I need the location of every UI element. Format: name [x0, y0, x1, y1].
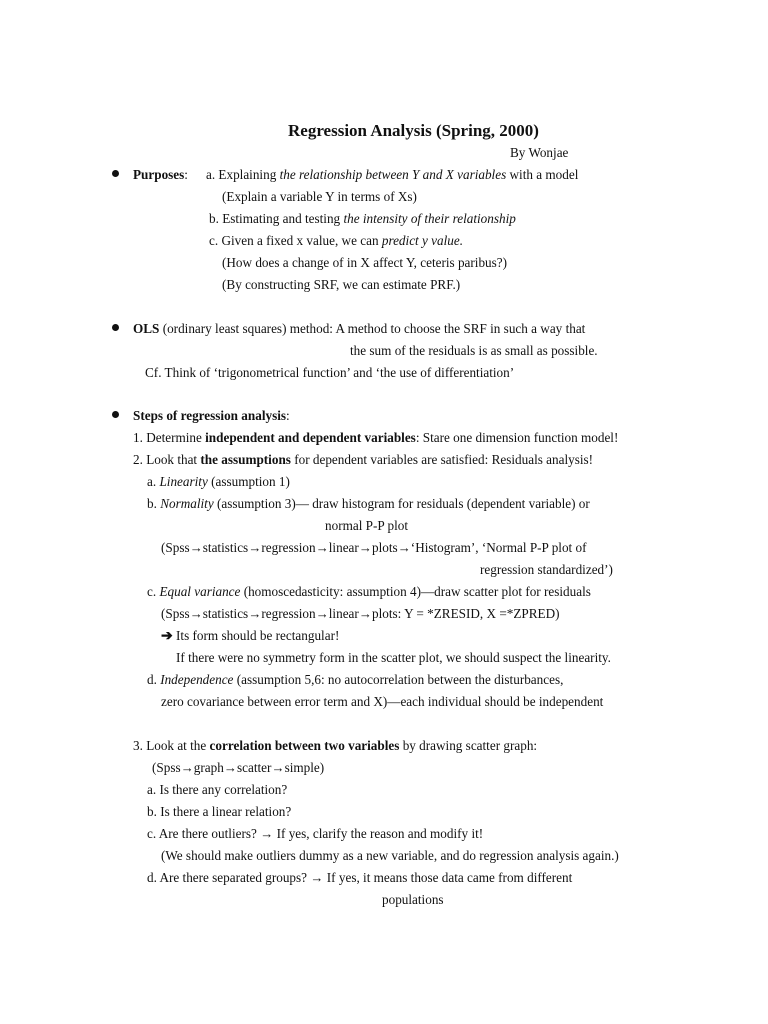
- purposes-label: Purposes: [133, 167, 185, 182]
- purposes-c-sub1: (How does a change of in X affect Y, ceteris paribus?): [222, 255, 508, 270]
- steps-3-spss: (Spss→graph→scatter→simple): [152, 760, 325, 775]
- ols-line: OLS (ordinary least squares) method: A method to choose the SRF in such a way that: [133, 321, 586, 336]
- steps-3c: c. Are there outliers? → If yes, clarify the reason and modify it!: [147, 826, 484, 841]
- steps-item-1: 1. Determine independent and dependent variables: Stare one dimension function model!: [133, 430, 619, 445]
- ols-cont: the sum of the residuals is as small as possible.: [350, 343, 598, 358]
- purposes-line-b: b. Estimating and testing the intensity of their relationship: [209, 211, 516, 226]
- steps-item-2: 2. Look that the assumptions for dependent variables are satisfied: Residuals analysis!: [133, 452, 594, 467]
- steps-2d-cont: zero covariance between error term and X)—each individual should be independent: [161, 694, 604, 709]
- steps-2c-spss: (Spss→statistics→regression→linear→plots: Y = *ZRESID, X =*ZPRED): [161, 606, 560, 621]
- ols-cf: Cf. Think of ‘trigonometrical function’ and ‘the use of differentiation’: [145, 365, 515, 380]
- document-author: By Wonjae: [510, 145, 569, 160]
- steps-2b: b. Normality (assumption 3)— draw histogram for residuals (dependent variable) or: [147, 496, 590, 511]
- steps-3a: a. Is there any correlation?: [147, 782, 288, 797]
- bullet-icon: [112, 170, 119, 177]
- purposes-c-sub2: (By constructing SRF, we can estimate PRF.): [222, 277, 461, 292]
- purposes-line-a: Purposes: a. Explaining the relationship between Y and X variables with a model: [133, 167, 579, 182]
- steps-2c-note2: If there were no symmetry form in the scatter plot, we should suspect the linearity.: [176, 650, 611, 665]
- bullet-icon: [112, 324, 119, 331]
- steps-3d: d. Are there separated groups? → If yes, it means those data came from different: [147, 870, 573, 885]
- purposes-line-c: c. Given a fixed x value, we can predict y value.: [209, 233, 464, 248]
- bullet-icon: [112, 411, 119, 418]
- steps-3b: b. Is there a linear relation?: [147, 804, 292, 819]
- right-arrow-icon: ➔: [161, 629, 173, 644]
- steps-2b-spss: (Spss→statistics→regression→linear→plots→‘Histogram’, ‘Normal P-P plot of: [161, 540, 587, 555]
- steps-2d: d. Independence (assumption 5,6: no autocorrelation between the disturbances,: [147, 672, 564, 687]
- steps-2a: a. Linearity (assumption 1): [147, 474, 290, 489]
- steps-2c-note1: ➔ Its form should be rectangular!: [161, 628, 340, 644]
- document-title: Regression Analysis (Spring, 2000): [288, 121, 539, 140]
- steps-2b-cont: normal P-P plot: [325, 518, 409, 533]
- ols-label: OLS: [133, 321, 160, 336]
- steps-3d-cont: populations: [382, 892, 444, 907]
- purposes-a-sub: (Explain a variable Y in terms of Xs): [222, 189, 417, 204]
- steps-item-3: 3. Look at the correlation between two variables by drawing scatter graph:: [133, 738, 538, 753]
- steps-3c-note: (We should make outliers dummy as a new variable, and do regression analysis again.): [161, 848, 619, 863]
- steps-2b-spss-cont: regression standardized’): [480, 562, 613, 577]
- steps-2c: c. Equal variance (homoscedasticity: assumption 4)—draw scatter plot for residuals: [147, 584, 591, 599]
- steps-heading: Steps of regression analysis:: [133, 408, 290, 423]
